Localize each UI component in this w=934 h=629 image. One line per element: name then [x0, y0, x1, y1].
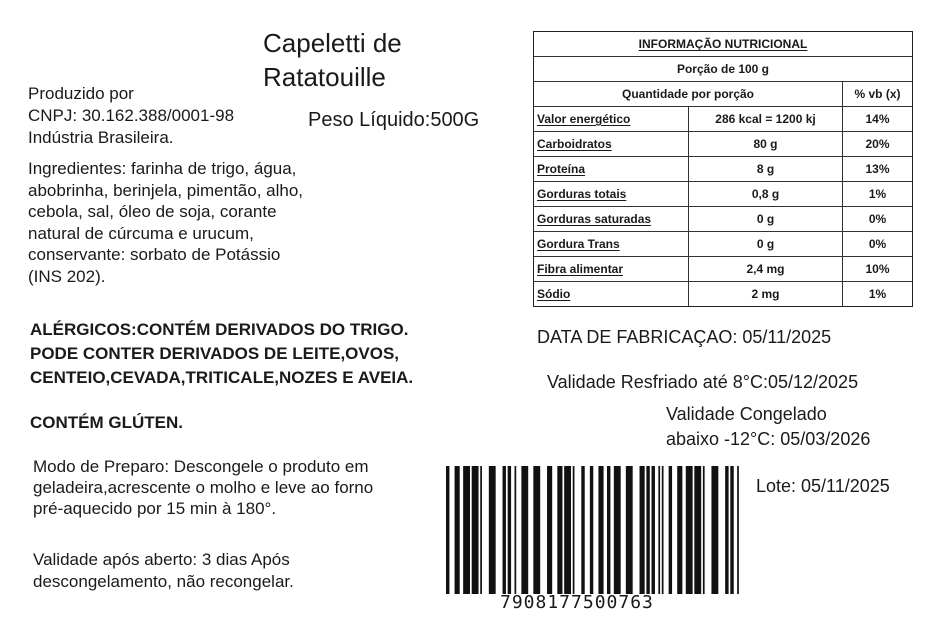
barcode-bar: [607, 466, 610, 594]
ingredients-line: cebola, sal, óleo de soja, corante: [28, 202, 277, 221]
ingredients-line: natural de cúrcuma e urucum,: [28, 223, 254, 243]
nutrition-row: [534, 281, 912, 306]
barcode-bar: [652, 466, 655, 594]
barcode-bar: [521, 466, 528, 594]
barcode-bar: [463, 466, 470, 594]
barcode-image: [446, 466, 744, 594]
barcode-bar: [730, 466, 733, 594]
barcode-bar: [446, 466, 449, 594]
barcode-bar: [725, 466, 728, 594]
barcode-bar: [662, 466, 664, 594]
net-weight: Peso Líquido:500G: [308, 109, 480, 131]
nutrient-vd: 1%: [868, 187, 887, 201]
nutrient-name: Proteína: [534, 157, 689, 181]
nutrition-row: [534, 206, 912, 231]
barcode-bar: [646, 466, 649, 594]
nutrition-row: [534, 131, 912, 156]
nutrient-amount: 0 g: [689, 232, 843, 256]
barcode-bar: [557, 466, 562, 594]
nutrition-row: [534, 181, 912, 206]
barcode-bar: [658, 466, 660, 594]
barcode-bar: [694, 466, 701, 594]
barcode-bar: [581, 466, 584, 594]
barcode-bar: [626, 466, 633, 594]
after-open-line: descongelamento, não recongelar.: [33, 572, 294, 591]
barcode-bar: [564, 466, 571, 594]
allergens-line: CENTEIO,CEVADA,TRITICALE,NOZES E AVEIA.: [30, 368, 414, 387]
barcode-bar: [489, 466, 496, 594]
nutrient-amount: 0 g: [689, 207, 843, 231]
validity-frozen-line2: abaixo -12°C: 05/03/2026: [666, 429, 871, 449]
nutrition-table: [533, 31, 913, 307]
barcode-bar: [533, 466, 540, 594]
preparation-line: pré-aquecido por 15 min à 180°.: [33, 499, 277, 518]
ingredients-line: (INS 202).: [28, 266, 106, 286]
nutrient-name: Gordura Trans: [534, 232, 689, 256]
barcode-bar: [547, 466, 552, 594]
barcode-bar: [711, 466, 718, 594]
validity-frozen-line1: Validade Congelado: [666, 404, 827, 424]
preparation-line: Modo de Preparo: Descongele o produto em: [33, 457, 369, 476]
barcode-bar: [614, 466, 621, 594]
nutrient-vd: 10%: [865, 262, 890, 276]
nutrition-title: INFORMAÇÃO NUTRICIONAL: [638, 37, 808, 51]
nutrient-amount: 2,4 mg: [689, 257, 843, 281]
allergens-block: [30, 318, 413, 390]
allergens-line: PODE CONTER DERIVADOS DE LEITE,OVOS,: [30, 344, 400, 363]
nutrient-name: Fibra alimentar: [534, 257, 689, 281]
nutrition-portion: Porção de 100 g: [676, 62, 770, 76]
nutrient-amount: 286 kcal = 1200 kj: [689, 107, 843, 131]
allergens-line: ALÉRGICOS:CONTÉM DERIVADOS DO TRIGO.: [30, 320, 409, 339]
nutrient-amount: 0,8 g: [689, 182, 843, 206]
producer-origin: Indústria Brasileira.: [28, 128, 174, 147]
nutrient-name: Valor energético: [534, 107, 689, 131]
ingredients-block: [28, 158, 303, 287]
barcode-bar: [573, 466, 575, 594]
producer-cnpj: CNPJ: 30.162.388/0001-98: [28, 106, 235, 125]
nutrient-amount: 8 g: [689, 157, 843, 181]
barcode-bar: [686, 466, 693, 594]
nutrient-amount: 2 mg: [689, 282, 843, 306]
barcode-number: 7908177500763: [500, 592, 654, 613]
product-title-line2: Ratatouille: [263, 62, 386, 92]
preparation-line: geladeira,acrescente o molho e leve ao forno: [33, 478, 374, 497]
barcode-bar: [737, 466, 739, 594]
preparation-block: [33, 456, 373, 519]
barcode-bar: [669, 466, 672, 594]
barcode-bar: [480, 466, 482, 594]
validity-cooled: Validade Resfriado até 8°C:05/12/2025: [547, 372, 859, 392]
nutrient-name: Gorduras saturadas: [534, 207, 689, 231]
after-open-line: Validade após aberto: 3 dias Após: [33, 550, 290, 569]
barcode-bar: [703, 466, 705, 594]
barcode-bar: [508, 466, 511, 594]
fabrication-date: DATA DE FABRICAÇAO: 05/11/2025: [537, 327, 832, 347]
barcode-bar: [598, 466, 603, 594]
nutrient-vd: 20%: [865, 137, 890, 151]
nutrition-header-qty: Quantidade por porção: [534, 82, 843, 106]
nutrient-vd: 0%: [868, 212, 887, 226]
nutrient-amount: 80 g: [689, 132, 843, 156]
barcode-bar: [590, 466, 593, 594]
ingredients-line: Ingredientes: farinha de trigo, água,: [28, 159, 297, 178]
nutrition-header-vd: % vb (x): [854, 87, 901, 101]
nutrient-name: Gorduras totais: [534, 182, 689, 206]
barcode-bar: [515, 466, 517, 594]
ingredients-line: abobrinha, berinjela, pimentão, alho,: [28, 180, 304, 200]
ingredients-line: conservante: sorbato de Potássio: [28, 245, 281, 264]
producer-block: [28, 83, 234, 149]
barcode-bar: [640, 466, 645, 594]
barcode-bar: [677, 466, 682, 594]
producer-line1: Produzido por: [28, 84, 134, 103]
nutrient-vd: 1%: [868, 287, 887, 301]
nutrient-vd: 0%: [868, 237, 887, 251]
nutrition-row: [534, 256, 912, 281]
barcode-bar: [503, 466, 506, 594]
nutrition-row: [534, 156, 912, 181]
nutrient-vd: 14%: [865, 112, 890, 126]
nutrition-row: [534, 106, 912, 131]
barcode-bar: [455, 466, 460, 594]
product-title-line1: Capeletti de: [263, 28, 402, 58]
lot-number: Lote: 05/11/2025: [756, 476, 890, 496]
after-open-block: [33, 549, 294, 593]
gluten-warning: CONTÉM GLÚTEN.: [30, 413, 183, 432]
nutrient-name: Carboidratos: [534, 132, 689, 156]
nutrition-row: [534, 231, 912, 256]
nutrient-name: Sódio: [534, 282, 689, 306]
barcode-bar: [472, 466, 479, 594]
nutrient-vd: 13%: [865, 162, 890, 176]
